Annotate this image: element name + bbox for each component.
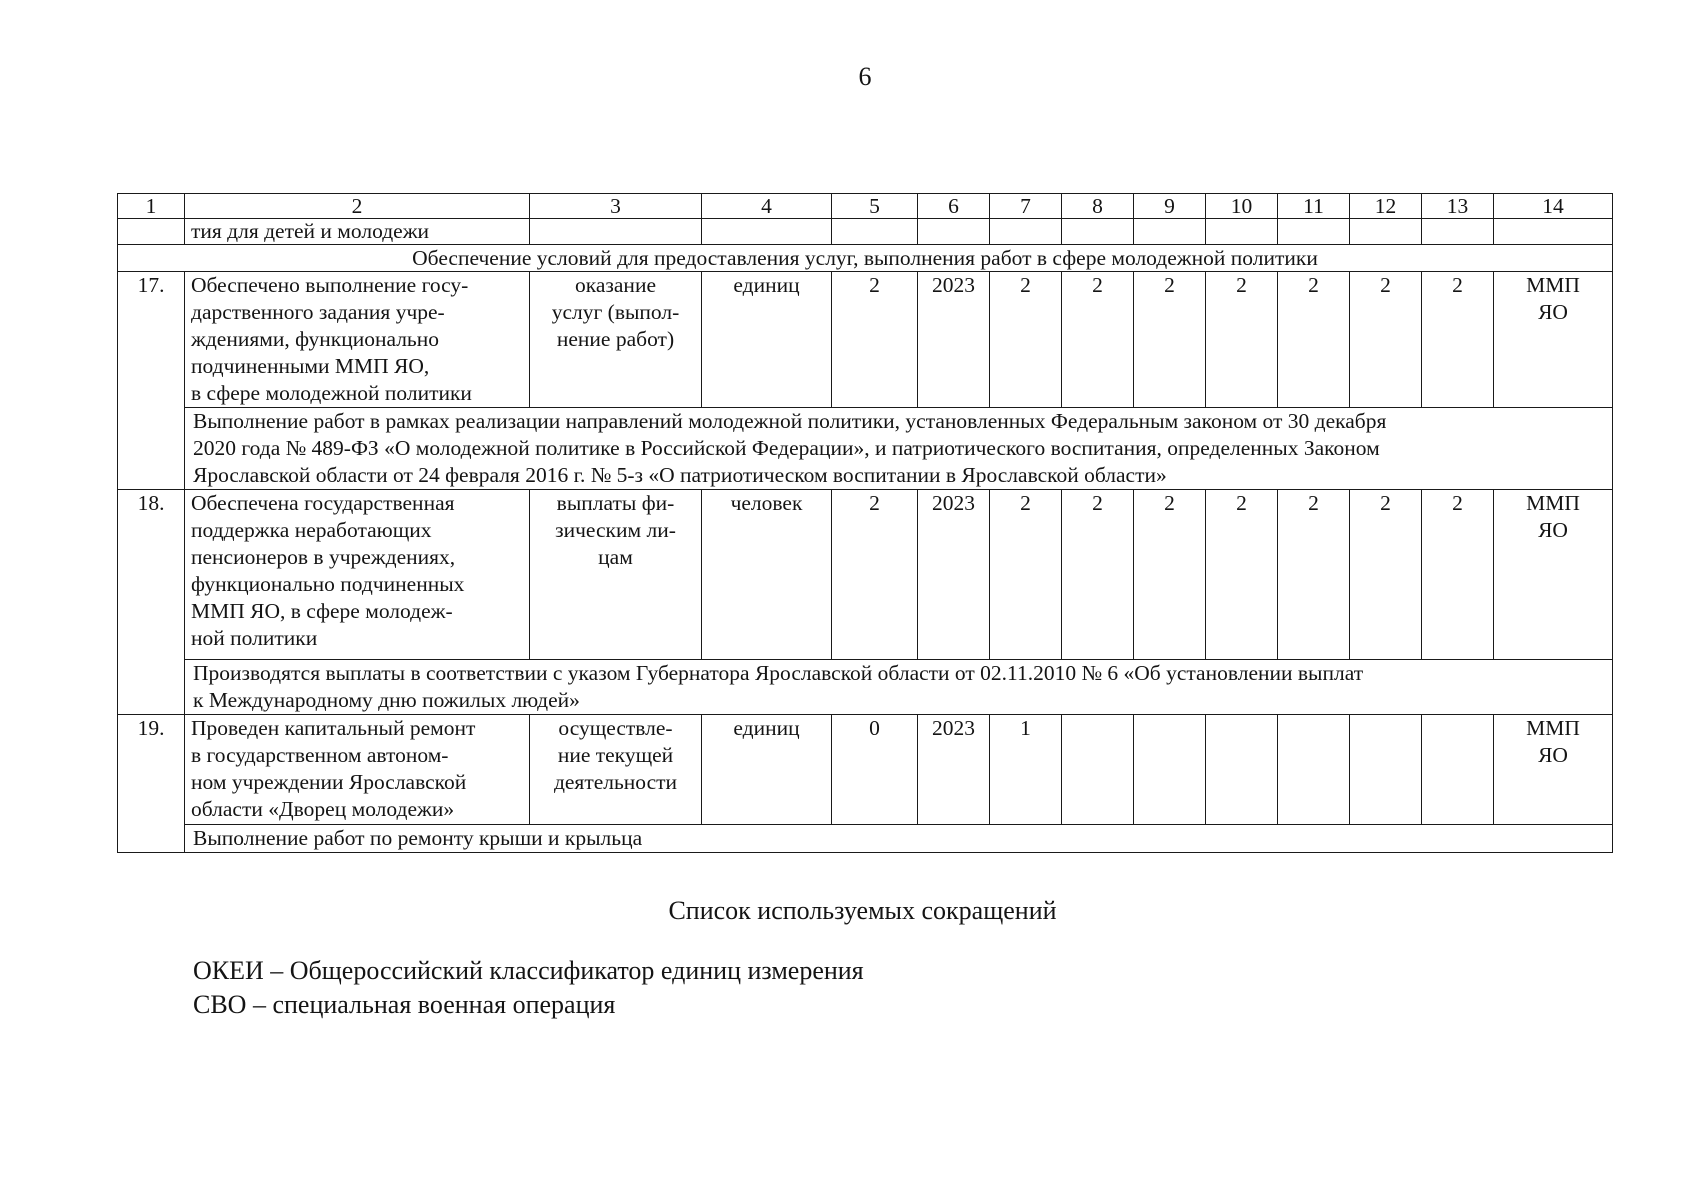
row-number: 17.: [118, 272, 185, 490]
cell: [1134, 219, 1206, 245]
indicator-type-line: деятельности: [553, 770, 678, 794]
cell: [1494, 219, 1613, 245]
header-cell: 5: [832, 194, 918, 219]
indicator-type-line: цам: [598, 545, 633, 569]
cell: [832, 219, 918, 245]
header-cell: 4: [702, 194, 832, 219]
table-row: [118, 272, 1613, 408]
value-cell: 2: [1278, 490, 1350, 660]
value-cell: [1206, 715, 1278, 825]
cell: [530, 219, 702, 245]
value-cell: 2: [1062, 272, 1134, 408]
header-cell: 13: [1422, 194, 1494, 219]
base-value-cell: 2: [832, 490, 918, 660]
row-note: [185, 660, 1613, 715]
table-row: [118, 715, 1613, 825]
header-cell: 11: [1278, 194, 1350, 219]
header-cell: 9: [1134, 194, 1206, 219]
row-note-line: Выполнение работ в рамках реализации направлений молодежной политики, установленных Федеральным законом от 30 декабря: [193, 409, 1387, 433]
row-note-line: Производятся выплаты в соответствии с указом Губернатора Ярославской области от 02.11.2010 № 6 «Об установлении выплат: [193, 661, 1364, 685]
base-value-cell: 0: [832, 715, 918, 825]
indicator-type: [530, 715, 702, 825]
value-cell: 2: [1422, 272, 1494, 408]
row-note: [185, 825, 1613, 853]
value-cell: 1: [990, 715, 1062, 825]
base-value-cell: 2: [832, 272, 918, 408]
indicator-name-line: в сфере молодежной политики: [191, 381, 472, 405]
indicator-name: [185, 272, 530, 408]
note-row: [118, 825, 1613, 853]
responsible-cell-line: ММП: [1526, 716, 1580, 740]
value-cell: 2: [1350, 272, 1422, 408]
continuation-row: [118, 219, 1613, 245]
indicator-type-line: осуществле-: [558, 716, 673, 740]
continuation-text: тия для детей и молодежи: [185, 219, 530, 245]
header-cell: 3: [530, 194, 702, 219]
header-row: [118, 194, 1613, 219]
indicator-type: [530, 490, 702, 660]
value-cell: 2: [1422, 490, 1494, 660]
value-cell: 2: [1206, 272, 1278, 408]
base-year-cell: 2023: [918, 272, 990, 408]
cell: [990, 219, 1062, 245]
value-cell: 2: [1062, 490, 1134, 660]
indicator-name-line: дарственного задания учре-: [191, 300, 445, 324]
abbreviations-title: Список используемых сокращений: [668, 896, 1057, 925]
indicator-name: [185, 715, 530, 825]
cell: [1278, 219, 1350, 245]
row-note-line: Выполнение работ по ремонту крыши и крыльца: [193, 826, 643, 850]
value-cell: [1062, 715, 1134, 825]
table-row: [118, 490, 1613, 660]
indicator-name-line: Обеспечено выполнение госу-: [191, 273, 469, 297]
responsible-cell-line: ММП: [1526, 273, 1580, 297]
indicators-table: [117, 193, 1613, 853]
indicator-name-line: пенсионеров в учреждениях,: [191, 545, 456, 569]
indicator-type-line: зическим ли-: [555, 518, 676, 542]
section-title: Обеспечение условий для предоставления услуг, выполнения работ в сфере молодежной политики: [118, 245, 1613, 272]
cell: [702, 219, 832, 245]
value-cell: [1350, 715, 1422, 825]
indicator-name-line: ной политики: [191, 626, 318, 650]
value-cell: 2: [1350, 490, 1422, 660]
header-cell: 2: [185, 194, 530, 219]
cell: [1206, 219, 1278, 245]
indicator-name-line: подчиненными ММП ЯО,: [191, 354, 430, 378]
unit-cell: единиц: [702, 272, 832, 408]
indicator-type-line: нение работ): [556, 327, 675, 351]
note-row: [118, 408, 1613, 490]
unit-cell: человек: [702, 490, 832, 660]
value-cell: 2: [1206, 490, 1278, 660]
indicator-type-line: оказание: [574, 273, 656, 297]
header-cell: 6: [918, 194, 990, 219]
cell: [1062, 219, 1134, 245]
row-note-line: 2020 года № 489-ФЗ «О молодежной политике в Российской Федерации», и патриотического воспитания, определенных Законом: [193, 436, 1380, 460]
responsible-cell-line: ЯО: [1538, 743, 1568, 767]
section-row: [118, 245, 1613, 272]
value-cell: 2: [1134, 272, 1206, 408]
indicator-name-line: поддержка неработающих: [191, 518, 432, 542]
cell: [918, 219, 990, 245]
responsible-cell-line: ЯО: [1538, 300, 1568, 324]
indicator-name-line: в государственном автоном-: [191, 743, 449, 767]
indicator-name-line: области «Дворец молодежи»: [191, 797, 455, 821]
indicator-name: [185, 490, 530, 660]
header-cell: 7: [990, 194, 1062, 219]
unit-cell: единиц: [702, 715, 832, 825]
responsible-cell-line: ЯО: [1538, 518, 1568, 542]
indicator-type-line: услуг (выпол-: [551, 300, 680, 324]
indicator-type-line: выплаты фи-: [556, 491, 675, 515]
responsible-cell: [1494, 272, 1613, 408]
header-cell: 1: [118, 194, 185, 219]
cell: [1350, 219, 1422, 245]
indicator-name-line: Проведен капитальный ремонт: [191, 716, 476, 740]
row-note: [185, 408, 1613, 490]
value-cell: [1422, 715, 1494, 825]
abbreviations-list: [193, 954, 864, 1022]
cell: [1422, 219, 1494, 245]
base-year-cell: 2023: [918, 490, 990, 660]
responsible-cell-line: ММП: [1526, 491, 1580, 515]
responsible-cell: [1494, 715, 1613, 825]
indicator-type-line: ние текущей: [557, 743, 674, 767]
note-row: [118, 660, 1613, 715]
row-note-line: Ярославской области от 24 февраля 2016 г. № 5-з «О патриотическом воспитании в Ярославской области»: [193, 463, 1167, 487]
base-year-cell: 2023: [918, 715, 990, 825]
value-cell: 2: [1134, 490, 1206, 660]
cell: [118, 219, 185, 245]
abbreviation-item: ОКЕИ – Общероссийский классификатор единиц измерения: [193, 956, 864, 985]
row-number: 18.: [118, 490, 185, 715]
header-cell: 10: [1206, 194, 1278, 219]
value-cell: 2: [1278, 272, 1350, 408]
value-cell: 2: [990, 490, 1062, 660]
indicator-type: [530, 272, 702, 408]
indicator-name-line: ном учреждении Ярославской: [191, 770, 467, 794]
indicator-name-line: функционально подчиненных: [191, 572, 465, 596]
value-cell: [1134, 715, 1206, 825]
header-cell: 12: [1350, 194, 1422, 219]
indicator-name-line: ММП ЯО, в сфере молодеж-: [191, 599, 453, 623]
row-number: 19.: [118, 715, 185, 853]
responsible-cell: [1494, 490, 1613, 660]
row-note-line: к Международному дню пожилых людей»: [193, 688, 580, 712]
indicator-name-line: Обеспечена государственная: [191, 491, 455, 515]
page-number: 6: [858, 62, 872, 91]
abbreviation-item: СВО – специальная военная операция: [193, 990, 616, 1019]
header-cell: 14: [1494, 194, 1613, 219]
header-cell: 8: [1062, 194, 1134, 219]
value-cell: [1278, 715, 1350, 825]
value-cell: 2: [990, 272, 1062, 408]
indicator-name-line: ждениями, функционально: [191, 327, 439, 351]
